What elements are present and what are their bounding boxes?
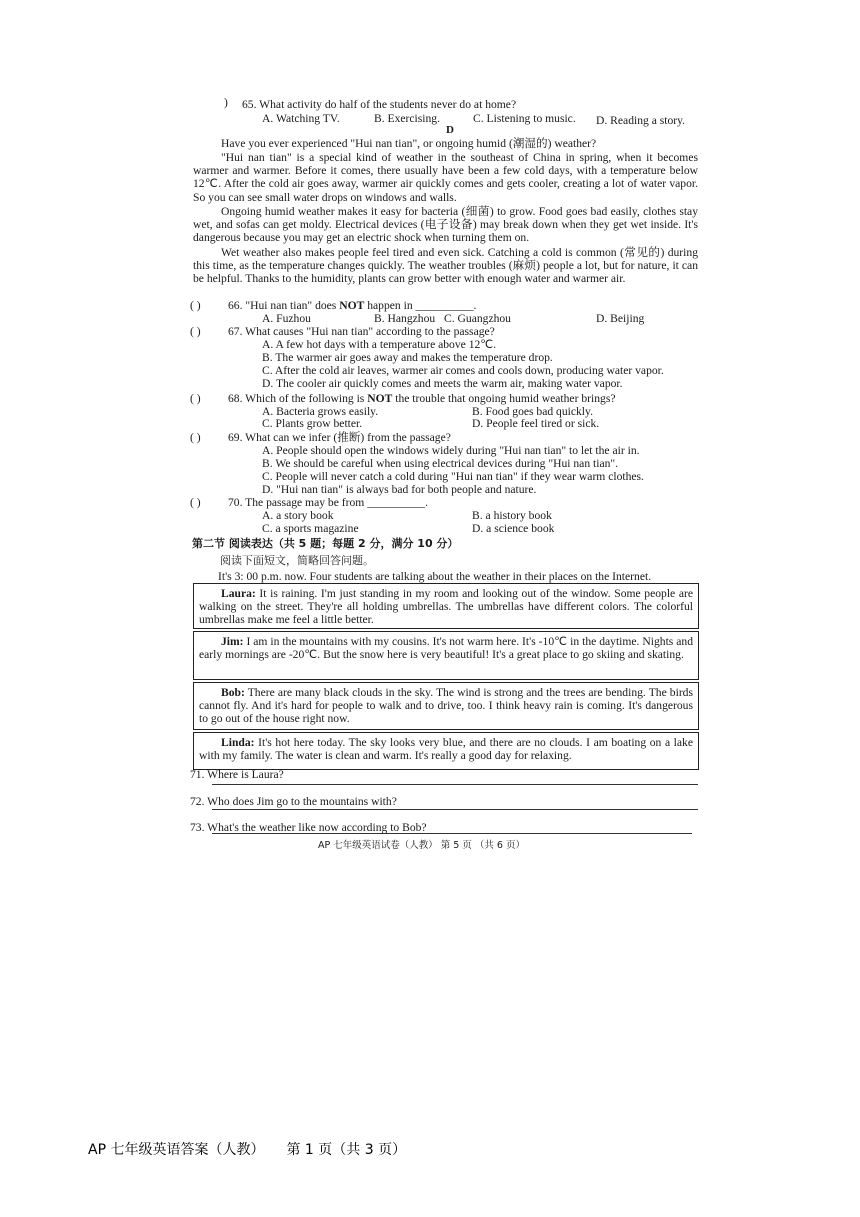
section-instruction: 阅读下面短文，简略回答问题。 — [220, 554, 374, 567]
passage-paragraph-1: Have you ever experienced "Hui nan tian", or ongoing humid (潮湿的) weather? — [221, 137, 597, 150]
question-stem: 68. Which of the following is NOT the trouble that ongoing humid weather brings? — [228, 392, 616, 405]
passage-paragraph-4: Wet weather also makes people feel tired and even sick. Catching a cold is common (常见的) during this time, as the temperature changes quickly. The weather troubles (麻烦) people a lot, but for nature, it can be helpful. Thanks to the humidity, plants can grow better with enough water and warmer air. — [193, 246, 698, 286]
option-a: A. A few hot days with a temperature above 12℃. — [262, 338, 497, 351]
option-a: A. People should open the windows widely during "Hui nan tian" to let the air in. — [262, 444, 640, 457]
option-c: C. Plants grow better. — [262, 417, 363, 430]
passage-paragraph-2: "Hui nan tian" is a special kind of weather in the southeast of China in spring, when it becomes warmer and warmer. Before it comes, there usually have been a few cold days, with a temperature below 12℃. After the cold air goes away, warmer air quickly comes and gets cooler, creating a lot of water vapor. So you can see small water drops on windows and walls. — [193, 151, 698, 204]
passage-paragraph-3: Ongoing humid weather makes it easy for bacteria (细菌) to grow. Food goes bad easily, clothes stay wet, and sofas can get moldy. Electrical devices (电子设备) may break down when they get wet inside. It's dangerous because you may get an electric shock when turning them on. — [193, 205, 698, 245]
question-stem: 70. The passage may be from __________. — [228, 496, 429, 509]
answer-blank: ( ) — [190, 325, 201, 338]
option-d: D. Beijing — [596, 312, 645, 325]
q65-paren: ) — [224, 96, 228, 109]
question-stem: 67. What causes "Hui nan tian" according to the passage? — [228, 325, 495, 338]
section-heading: 第二节 阅读表达（共 5 题；每题 2 分，满分 10 分） — [192, 537, 459, 550]
scan-page-footer: AP 七年级英语试卷（人教） 第 5 页 （共 6 页） — [318, 840, 525, 851]
option-c: C. Guangzhou — [444, 312, 511, 325]
answer-blank: ( ) — [190, 431, 201, 444]
answer-blank: ( ) — [190, 299, 201, 312]
linda-box: Linda: It's hot here today. The sky looks very blue, and there are no clouds. I am boating on a lake with my family. The water is clean and warm. It's really a good day for relaxing. — [193, 732, 699, 770]
q65-option-a: A. Watching TV. — [262, 112, 340, 125]
answer-line-73 — [212, 833, 692, 834]
question-73: 73. What's the weather like now according to Bob? — [190, 821, 427, 834]
option-c: C. a sports magazine — [262, 522, 359, 535]
jim-box: Jim: I am in the mountains with my cousins. It's not warm here. It's -10℃ in the daytime. Nights and early mornings are -20℃. But the snow here is very beautiful! It's a great place to go skiing and skating. — [193, 631, 699, 680]
q65-option-c: C. Listening to music. — [473, 112, 576, 125]
scanned-exam-page — [190, 88, 702, 858]
answer-line-72 — [212, 809, 698, 810]
option-a: A. Bacteria grows easily. — [262, 405, 379, 418]
option-c: C. People will never catch a cold during "Hui nan tian" if they wear warm clothes. — [262, 470, 644, 483]
option-b: B. We should be careful when using electrical devices during "Hui nan tian". — [262, 457, 619, 470]
q65-answer-mark: D — [446, 124, 454, 136]
option-b: B. Food goes bad quickly. — [472, 405, 593, 418]
option-d: D. People feel tired or sick. — [472, 417, 600, 430]
option-b: B. Hangzhou — [374, 312, 436, 325]
question-stem: 66. "Hui nan tian" does NOT happen in __________. — [228, 299, 477, 312]
option-b: B. The warmer air goes away and makes the temperature drop. — [262, 351, 553, 364]
footer-title: AP 七年级英语答案（人教） — [88, 1142, 265, 1158]
option-a: A. Fuzhou — [262, 312, 311, 325]
q65-stem: 65. What activity do half of the students never do at home? — [242, 98, 517, 111]
q65-option-d: D. Reading a story. — [596, 114, 686, 127]
option-c: C. After the cold air leaves, warmer air comes and cools down, producing water vapor. — [262, 364, 664, 377]
section-intro: It's 3: 00 p.m. now. Four students are talking about the weather in their places on the Internet. — [218, 570, 652, 583]
question-stem: 69. What can we infer (推断) from the passage? — [228, 431, 451, 444]
question-72: 72. Who does Jim go to the mountains with? — [190, 795, 397, 808]
option-a: A. a story book — [262, 509, 334, 522]
option-d: D. a science book — [472, 522, 555, 535]
option-d: D. "Hui nan tian" is always bad for both people and nature. — [262, 483, 537, 496]
question-71: 71. Where is Laura? — [190, 768, 284, 781]
answer-blank: ( ) — [190, 392, 201, 405]
option-d: D. The cooler air quickly comes and meets the warm air, making water vapor. — [262, 377, 623, 390]
laura-box: Laura: It is raining. I'm just standing in my room and looking out of the window. Some people are walking on the street. They're all holding umbrellas. The umbrellas have different colors. The colorful umbrellas make me feel a little better. — [193, 583, 699, 629]
answer-blank: ( ) — [190, 496, 201, 509]
page-footer — [88, 1139, 428, 1159]
answer-line-71 — [212, 784, 698, 785]
q65-option-b: B. Exercising. — [374, 112, 441, 125]
bob-box: Bob: There are many black clouds in the sky. The wind is strong and the trees are bending. The birds cannot fly. And it's hard for people to walk and to drive, too. I think heavy rain is coming. It's dangerous to go out of the house right now. — [193, 682, 699, 730]
footer-page-number: 第 1 页（共 3 页） — [286, 1142, 407, 1158]
option-b: B. a history book — [472, 509, 552, 522]
